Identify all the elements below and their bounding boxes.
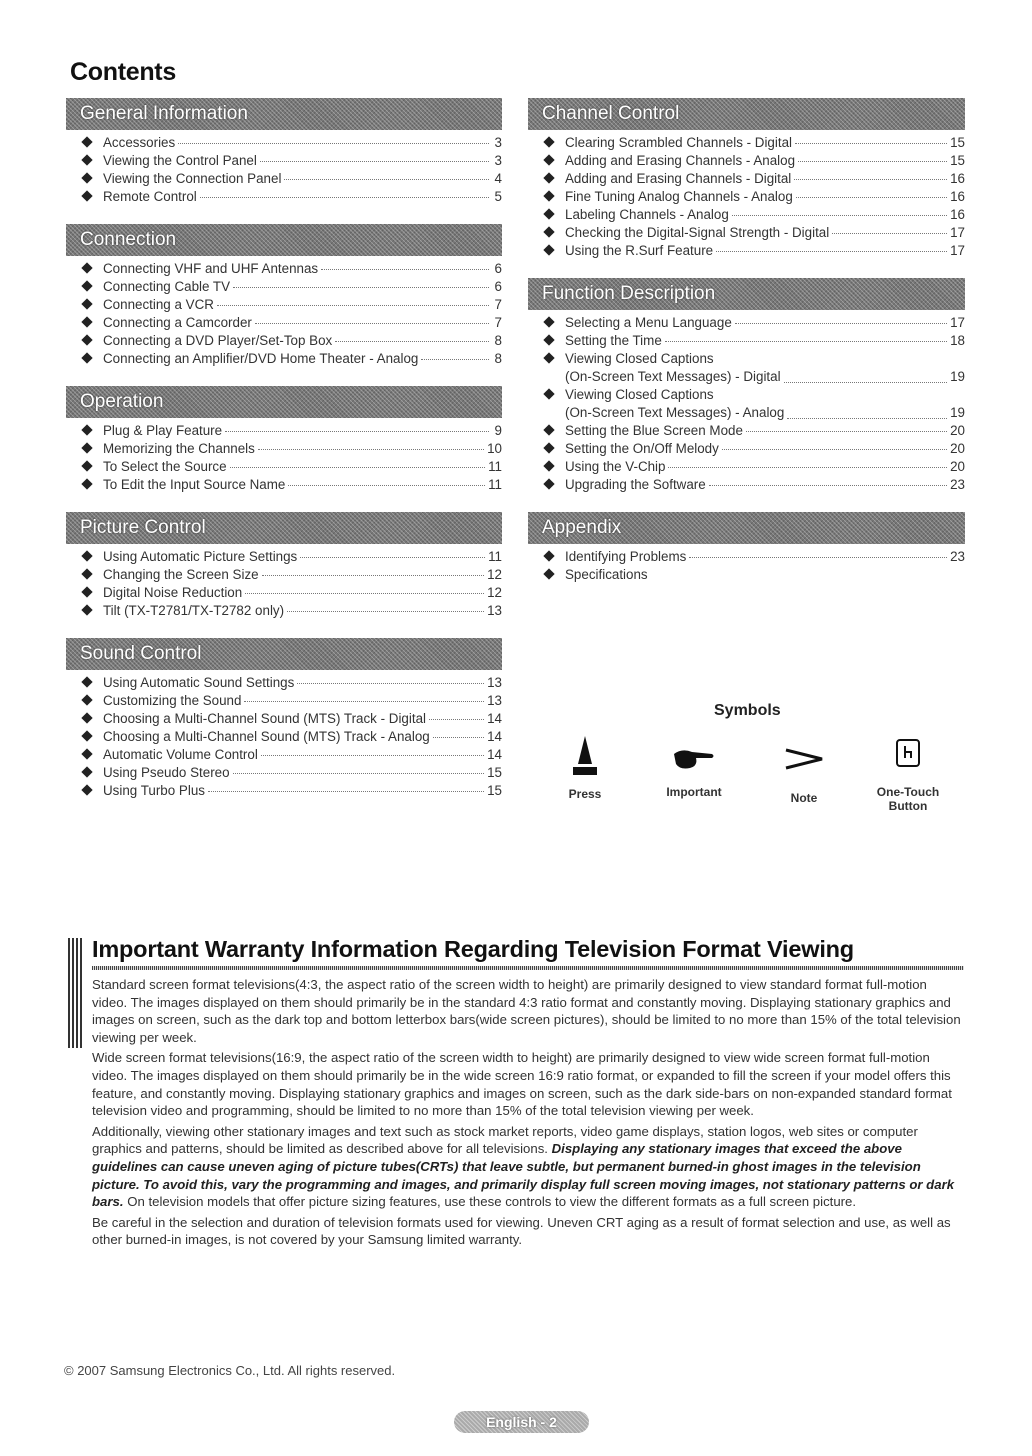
toc-entry (528, 188, 965, 206)
toc-entry (66, 548, 502, 566)
toc-entry-title: Setting the Blue Screen Mode (565, 423, 743, 438)
toc-entry (66, 278, 502, 296)
toc-entry (66, 440, 502, 458)
leader-dots (795, 143, 947, 144)
toc-list (528, 134, 965, 260)
toc-entry (66, 152, 502, 170)
toc-entry (528, 332, 965, 350)
toc-entry-title: Changing the Screen Size (103, 567, 259, 582)
leader-dots (217, 305, 489, 306)
toc-entry-title: Using the R.Surf Feature (565, 243, 714, 258)
toc-entry-page: 17 (950, 315, 965, 330)
toc-entry-page: 3 (494, 153, 502, 168)
section-picture-control (66, 512, 502, 620)
toc-entry-page: 18 (950, 333, 965, 348)
toc-entry-title: Adding and Erasing Channels - Digital (565, 171, 792, 186)
leader-dots (796, 197, 947, 198)
diamond-bullet-icon (81, 460, 92, 471)
section-header: General Information (66, 98, 502, 130)
toc-entry-title: Plug & Play Feature (103, 423, 223, 438)
leader-dots (709, 485, 947, 486)
toc-entry-title: Viewing the Control Panel (103, 153, 257, 168)
toc-entry-page: 17 (950, 243, 965, 258)
toc-entry (66, 782, 502, 800)
diamond-bullet-icon (543, 226, 554, 237)
warranty-emphasis: Displaying any stationary images that exceed the above guidelines can cause uneven aging of picture tubes(CRTs) that leave subtle, but permanent burned-in ghost images in the television picture. To avoid this, vary the programming and images, and primarily display full screen moving images, not stationary patterns or dark bars. (92, 1141, 955, 1210)
section-appendix (528, 512, 965, 584)
leader-dots (335, 341, 489, 342)
leader-dots (261, 755, 484, 756)
toc-entry-page: 15 (487, 765, 502, 780)
leader-dots (233, 773, 485, 774)
toc-entry-page: 10 (487, 441, 502, 456)
leader-dots (716, 251, 947, 252)
toc-entry-title: Viewing the Connection Panel (103, 171, 282, 186)
toc-entry (528, 458, 965, 476)
toc-entry-page: 8 (494, 351, 502, 366)
diamond-bullet-icon (81, 316, 92, 327)
leader-dots (262, 575, 485, 576)
toc-entry (66, 728, 502, 746)
toc-entry-page: 19 (950, 405, 965, 420)
toc-entry-subline (565, 404, 965, 422)
leader-dots (429, 719, 484, 720)
toc-entry-page: 16 (950, 171, 965, 186)
toc-entry (528, 548, 965, 566)
leader-dots (433, 737, 484, 738)
leader-dots (245, 593, 484, 594)
toc-entry (66, 566, 502, 584)
toc-entry-page: 11 (488, 549, 502, 564)
section-general-information (66, 98, 502, 206)
warranty-paragraph: Standard screen format televisions(4:3, the aspect ratio of the screen width to height) are primarily designed to view standard format full-motion video. The images displayed on them should primarily be in the standard 4:3 ratio format and constantly moving. Displaying stationary graphics and images on screen, such as the dark top and bottom letterbox bars(wide screen pictures), should be limited to no more than 15% of the total television viewing per week. (92, 977, 961, 1045)
symbol-important (654, 744, 734, 799)
toc-entry-page: 12 (487, 567, 502, 582)
leader-dots (746, 431, 947, 432)
diamond-bullet-icon (543, 442, 554, 453)
toc-entry-page: 6 (494, 279, 502, 294)
section-header: Sound Control (66, 638, 502, 670)
toc-entry (528, 170, 965, 188)
toc-entry (66, 764, 502, 782)
toc-entry (66, 674, 502, 692)
toc-entry (66, 314, 502, 332)
toc-entry-page: 16 (950, 207, 965, 222)
leader-dots (321, 269, 489, 270)
toc-entry-page: 14 (487, 711, 502, 726)
one-touch-button-icon (895, 738, 921, 768)
toc-entry (66, 260, 502, 278)
symbol-note (774, 748, 834, 805)
section-header: Channel Control (528, 98, 965, 130)
toc-entry (66, 476, 502, 494)
diamond-bullet-icon (81, 604, 92, 615)
toc-entry-title: Labeling Channels - Analog (565, 207, 729, 222)
leader-dots (787, 401, 947, 419)
toc-list (66, 548, 502, 620)
toc-entry-subtitle: (On-Screen Text Messages) - Analog (565, 405, 785, 420)
warranty-side-bar (68, 938, 84, 1048)
leader-dots (255, 323, 489, 324)
diamond-bullet-icon (81, 748, 92, 759)
section-function-description (528, 278, 965, 494)
diamond-bullet-icon (81, 334, 92, 345)
diamond-bullet-icon (543, 352, 554, 363)
diamond-bullet-icon (81, 136, 92, 147)
page-title: Contents (70, 58, 176, 86)
section-connection (66, 224, 502, 368)
toc-entry-title: Connecting a Camcorder (103, 315, 252, 330)
toc-entry (66, 350, 502, 368)
leader-dots (735, 323, 947, 324)
toc-entry-page: 13 (487, 603, 502, 618)
toc-list (66, 260, 502, 368)
toc-entry-title: Upgrading the Software (565, 477, 706, 492)
toc-entry (528, 134, 965, 152)
leader-dots (421, 359, 489, 360)
diamond-bullet-icon (543, 388, 554, 399)
toc-entry-page: 15 (487, 783, 502, 798)
toc-entry-page: 7 (494, 297, 502, 312)
toc-list (528, 548, 965, 584)
leader-dots (689, 557, 947, 558)
warranty-text: On television models that offer picture sizing features, use these controls to view the different formats as a full screen picture. (123, 1194, 857, 1210)
toc-entry-title: Connecting an Amplifier/DVD Home Theater - Analog (103, 351, 419, 366)
diamond-bullet-icon (81, 730, 92, 741)
toc-entry (66, 188, 502, 206)
toc-entry-title: Choosing a Multi-Channel Sound (MTS) Track - Analog (103, 729, 430, 744)
toc-entry-title: Adding and Erasing Channels - Analog (565, 153, 796, 168)
leader-dots (722, 449, 947, 450)
section-channel-control (528, 98, 965, 260)
diamond-bullet-icon (81, 442, 92, 453)
leader-dots (794, 179, 947, 180)
diamond-bullet-icon (81, 712, 92, 723)
toc-entry-subline (565, 368, 965, 386)
toc-entry-title: Viewing Closed Captions (565, 387, 714, 402)
toc-entry-title: To Select the Source (103, 459, 227, 474)
toc-entry-page: 14 (487, 729, 502, 744)
diamond-bullet-icon (81, 262, 92, 273)
toc-entry-page: 12 (487, 585, 502, 600)
toc-entry-title: Clearing Scrambled Channels - Digital (565, 135, 793, 150)
toc-entry-page: 20 (950, 423, 965, 438)
toc-entry-title: To Edit the Input Source Name (103, 477, 286, 492)
toc-entry-page: 23 (950, 549, 965, 564)
toc-entry-title: Setting the On/Off Melody (565, 441, 719, 456)
copyright-notice: © 2007 Samsung Electronics Co., Ltd. All rights reserved. (64, 1363, 396, 1378)
symbol-label: Button (888, 799, 928, 813)
section-header: Operation (66, 386, 502, 418)
section-operation (66, 386, 502, 494)
toc-list (66, 422, 502, 494)
toc-entry-page: 16 (950, 189, 965, 204)
toc-entry-page: 14 (487, 747, 502, 762)
toc-entry-page: 3 (494, 135, 502, 150)
toc-entry (528, 566, 965, 584)
diamond-bullet-icon (543, 550, 554, 561)
diamond-bullet-icon (81, 586, 92, 597)
diamond-bullet-icon (81, 298, 92, 309)
diamond-bullet-icon (543, 568, 554, 579)
diamond-bullet-icon (543, 460, 554, 471)
section-header: Connection (66, 224, 502, 256)
diamond-bullet-icon (81, 694, 92, 705)
toc-entry (66, 692, 502, 710)
leader-dots (178, 143, 489, 144)
toc-entry (528, 476, 965, 494)
leader-dots (260, 161, 489, 162)
pointing-hand-icon (672, 744, 716, 772)
toc-entry-title: Connecting VHF and UHF Antennas (103, 261, 319, 276)
toc-entry-title: Tilt (TX-T2781/TX-T2782 only) (103, 603, 285, 618)
toc-entry-page: 4 (494, 171, 502, 186)
diamond-bullet-icon (543, 208, 554, 219)
diamond-bullet-icon (543, 172, 554, 183)
warranty-body (92, 976, 965, 1252)
toc-entry-title: Setting the Time (565, 333, 662, 348)
section-header: Appendix (528, 512, 965, 544)
toc-entry-title: Choosing a Multi-Channel Sound (MTS) Track - Digital (103, 711, 426, 726)
diamond-bullet-icon (543, 190, 554, 201)
diamond-bullet-icon (81, 352, 92, 363)
toc-entry-subtitle: (On-Screen Text Messages) - Digital (565, 369, 781, 384)
diamond-bullet-icon (81, 784, 92, 795)
diamond-bullet-icon (543, 244, 554, 255)
toc-entry-title: Using the V-Chip (565, 459, 666, 474)
toc-entry-title: Using Pseudo Stereo (103, 765, 230, 780)
toc-entry (528, 206, 965, 224)
diamond-bullet-icon (81, 568, 92, 579)
toc-list (528, 314, 965, 494)
diamond-bullet-icon (543, 478, 554, 489)
toc-entry-page: 20 (950, 441, 965, 456)
toc-entry-page: 9 (494, 423, 502, 438)
symbols-title: Symbols (714, 702, 781, 719)
leader-dots (230, 467, 486, 468)
toc-entry (66, 746, 502, 764)
toc-entry-page: 11 (488, 459, 502, 474)
toc-entry-title: Connecting Cable TV (103, 279, 231, 294)
diamond-bullet-icon (81, 478, 92, 489)
toc-entry (528, 386, 965, 422)
leader-dots (284, 179, 489, 180)
leader-dots (225, 431, 489, 432)
toc-entry-title: Remote Control (103, 189, 197, 204)
diamond-bullet-icon (81, 190, 92, 201)
diamond-bullet-icon (81, 280, 92, 291)
toc-entry-page: 23 (950, 477, 965, 492)
diamond-bullet-icon (81, 676, 92, 687)
toc-entry (66, 296, 502, 314)
leader-dots (208, 791, 484, 792)
toc-entry-page: 17 (950, 225, 965, 240)
diamond-bullet-icon (543, 154, 554, 165)
diamond-bullet-icon (543, 424, 554, 435)
diamond-bullet-icon (543, 334, 554, 345)
toc-entry-page: 15 (950, 153, 965, 168)
toc-entry (528, 440, 965, 458)
toc-entry-page: 6 (494, 261, 502, 276)
symbol-label: Press (568, 787, 602, 801)
page-number-label: English - 2 (454, 1411, 589, 1433)
toc-entry (528, 422, 965, 440)
toc-entry-title: Memorizing the Channels (103, 441, 255, 456)
warranty-title: Important Warranty Information Regarding Television Format Viewing (92, 936, 854, 962)
symbol-label: Note (790, 791, 818, 805)
symbol-one-touch-button (866, 738, 950, 813)
leader-dots (288, 485, 485, 486)
toc-entry (66, 332, 502, 350)
toc-entry (528, 152, 965, 170)
toc-entry-title: Accessories (103, 135, 176, 150)
warranty-rule (92, 966, 964, 970)
toc-entry-title: Connecting a VCR (103, 297, 214, 312)
warranty-text: Additionally, viewing other stationary images and text such as stock market reports, video game displays, station logos, web sites or computer graphics and patterns, should be limited as described above for all televisions. (92, 1123, 918, 1157)
leader-dots (297, 683, 484, 684)
toc-entry-title: Customizing the Sound (103, 693, 242, 708)
toc-entry-title: Using Turbo Plus (103, 783, 205, 798)
toc-entry-page: 13 (487, 693, 502, 708)
toc-entry (528, 242, 965, 260)
toc-list (66, 134, 502, 206)
symbol-press (560, 734, 610, 801)
leader-dots (200, 197, 489, 198)
section-sound-control (66, 638, 502, 800)
toc-entry (528, 314, 965, 332)
toc-entry-title: Using Automatic Sound Settings (103, 675, 295, 690)
leader-dots (258, 449, 484, 450)
toc-entry-title: Automatic Volume Control (103, 747, 258, 762)
symbol-label: Important (666, 785, 722, 799)
diamond-bullet-icon (543, 136, 554, 147)
toc-entry-page: 7 (494, 315, 502, 330)
toc-entry (528, 350, 965, 386)
leader-dots (287, 611, 484, 612)
toc-entry (66, 170, 502, 188)
toc-entry-page: 20 (950, 459, 965, 474)
press-icon (570, 734, 600, 776)
toc-entry (66, 134, 502, 152)
leader-dots (784, 365, 948, 383)
leader-dots (832, 233, 947, 234)
warranty-paragraph: Be careful in the selection and duration of television formats used for viewing. Uneven CRT aging as a result of format selection and use, as well as other burned-in images, is not covered by your Samsung limited warranty. (92, 1214, 951, 1248)
toc-entry-title: Fine Tuning Analog Channels - Analog (565, 189, 793, 204)
toc-entry-title: Selecting a Menu Language (565, 315, 732, 330)
toc-entry (66, 458, 502, 476)
leader-dots (668, 467, 947, 468)
toc-entry-page: 15 (950, 135, 965, 150)
toc-entry-title: Connecting a DVD Player/Set-Top Box (103, 333, 333, 348)
toc-entry (66, 584, 502, 602)
toc-entry-title: Identifying Problems (565, 549, 687, 564)
toc-entry-page: 13 (487, 675, 502, 690)
leader-dots (233, 287, 489, 288)
diamond-bullet-icon (81, 154, 92, 165)
toc-entry-page: 11 (488, 477, 502, 492)
note-arrow-icon (782, 748, 826, 770)
toc-entry-title: Digital Noise Reduction (103, 585, 243, 600)
diamond-bullet-icon (81, 766, 92, 777)
toc-entry-page: 19 (950, 369, 965, 384)
toc-entry (66, 422, 502, 440)
toc-list (66, 674, 502, 800)
toc-entry-title: Specifications (565, 567, 648, 582)
section-header: Picture Control (66, 512, 502, 544)
warranty-paragraph (92, 1123, 965, 1211)
toc-entry-title: Using Automatic Picture Settings (103, 549, 298, 564)
symbol-label: One-Touch (876, 785, 940, 799)
diamond-bullet-icon (543, 316, 554, 327)
leader-dots (665, 341, 947, 342)
section-header: Function Description (528, 278, 965, 310)
leader-dots (300, 557, 485, 558)
warranty-paragraph: Wide screen format televisions(16:9, the aspect ratio of the screen width to height) are primarily designed to view wide screen format full-motion video. The images displayed on them should primarily be in the wide screen 16:9 ratio format, or expanded to fill the screen if your model offers this feature, and constantly moving. Displaying stationary graphics and images on screen, such as the dark side-bars on non-expanded standard format television video and programming, should be limited to no more than 15% of the total television viewing per week. (92, 1050, 952, 1119)
toc-entry-page: 8 (494, 333, 502, 348)
toc-entry-page: 5 (494, 189, 502, 204)
toc-entry-title: Viewing Closed Captions (565, 351, 714, 366)
leader-dots (244, 701, 484, 702)
diamond-bullet-icon (81, 172, 92, 183)
toc-entry (66, 710, 502, 728)
leader-dots (798, 161, 947, 162)
diamond-bullet-icon (81, 424, 92, 435)
diamond-bullet-icon (81, 550, 92, 561)
leader-dots (732, 215, 947, 216)
toc-entry-title: Checking the Digital-Signal Strength - Digital (565, 225, 830, 240)
toc-entry (66, 602, 502, 620)
toc-entry (528, 224, 965, 242)
